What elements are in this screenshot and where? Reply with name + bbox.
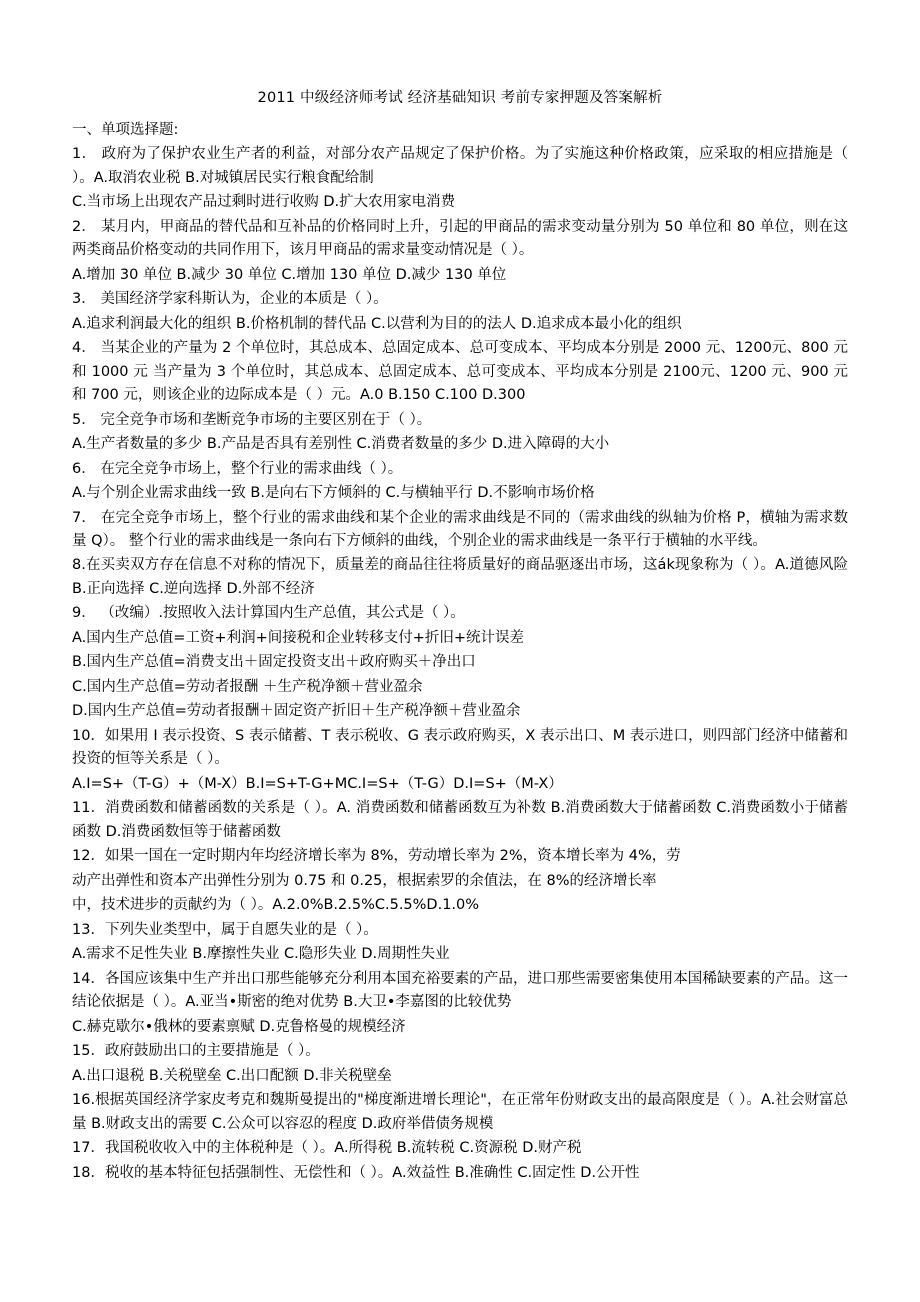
- page-title: 2011 中级经济师考试 经济基础知识 考前专家押题及答案解析: [257, 90, 663, 106]
- question-item: 12．如果一国在一定时期内年均经济增长率为 8%，劳动增长率为 2%，资本增长率为 4%，劳: [72, 848, 681, 865]
- question-item: 15．政府鼓励出口的主要措施是（ ）。: [72, 1043, 320, 1060]
- question-item: 17．我国税收收入中的主体税种是（ ）。A.所得税 B.流转税 C.资源税 D.财产税: [72, 1140, 582, 1157]
- question-item: 4． 当某企业的产量为 2 个单位时，其总成本、总固定成本、总可变成本、平均成本分别是 2000 元、1200元、800 元和 1000 元 当产量为 3 个单位时，其总成本、总固定成本、总可变成本、平均成本分别是 2100元、1200 元、900 元和 700 元，则该企业的边际成本是（ ）元。A.0 B.150 C.100 D.300: [72, 340, 848, 404]
- question-item: 16.根据英国经济学家皮考克和魏斯曼提出的"梯度渐进增长理论"，在正常年份财政支出的最高限度是（ ）。A.社会财富总量 B.财政支出的需要 C.公众可以容忍的程度 D.政府举借债务规模: [72, 1092, 848, 1132]
- question-item: 动产出弹性和资本产出弹性分别为 0.75 和 0.25，根据索罗的余值法，在 8%的经济增长率: [72, 872, 657, 889]
- question-item: C.国内生产总值=劳动者报酬 ＋生产税净额＋营业盈余: [72, 678, 423, 695]
- question-item: 9． （改编）.按照收入法计算国内生产总值，其公式是（ ）。: [72, 605, 465, 622]
- question-item: 10．如果用 I 表示投资、S 表示储蓄、T 表示税收、G 表示政府购买，X 表示出口、M 表示进口，则四部门经济中储蓄和投资的恒等关系是（ ）。: [72, 727, 848, 768]
- question-item: 14．各国应该集中生产并出口那些能够充分利用本国充裕要素的产品，进口那些需要密集使用本国稀缺要素的产品。这一结论依据是（ ）。A.亚当•斯密的绝对优势 B.大卫•李嘉图的比较优势: [72, 970, 848, 1011]
- question-item: 7． 在完全竞争市场上，整个行业的需求曲线和某个企业的需求曲线是不同的（需求曲线的纵轴为价格 P，横轴为需求数量 Q）。 整个行业的需求曲线是一条向右下方倾斜的曲线，个别企业的需求曲线是一条平行于横轴的水平线。: [72, 509, 848, 549]
- question-item: 8.在买卖双方存在信息不对称的情况下，质量差的商品往往将质量好的商品驱逐出市场，这ák现象称为（ ）。A.道德风险 B.正向选择 C.逆向选择 D.外部不经济: [72, 557, 848, 597]
- section-heading: 一、单项选择题:: [72, 121, 179, 138]
- question-item: 6． 在完全竞争市场上，整个行业的需求曲线（ ）。: [72, 460, 403, 477]
- question-item: A.国内生产总值=工资+利润+间接税和企业转移支付+折旧+统计误差: [72, 629, 525, 646]
- question-item: 13．下列失业类型中，属于自愿失业的是（ ）。: [72, 921, 378, 938]
- question-item: B.国内生产总值=消费支出＋固定投资支出＋政府购买＋净出口: [72, 654, 476, 671]
- question-item: A.增加 30 单位 B.减少 30 单位 C.增加 130 单位 D.减少 130 单位: [72, 266, 507, 283]
- question-item: 中，技术进步的贡献约为（ ）。A.2.0%B.2.5%C.5.5%D.1.0%: [72, 897, 480, 914]
- question-item: A.出口退税 B.关税壁垒 C.出口配额 D.非关税壁垒: [72, 1067, 392, 1084]
- question-item: A.追求利润最大化的组织 B.价格机制的替代品 C.以营利为目的的法人 D.追求成本最小化的组织: [72, 315, 682, 332]
- question-item: 1． 政府为了保护农业生产者的利益，对部分农产品规定了保护价格。为了实施这种价格政策，应采取的相应措施是（ ）。A.取消农业税 B.对城镇居民实行粮食配给制: [72, 146, 848, 186]
- question-item: A.生产者数量的多少 B.产品是否具有差别性 C.消费者数量的多少 D.进入障碍的大小: [72, 436, 610, 453]
- question-item: A.与个别企业需求曲线一致 B.是向右下方倾斜的 C.与横轴平行 D.不影响市场价格: [72, 485, 595, 502]
- question-item: 18．税收的基本特征包括强制性、无偿性和（ ）。A.效益性 B.准确性 C.固定性 D.公开性: [72, 1164, 640, 1181]
- question-item: C.赫克歇尔•俄林的要素禀赋 D.克鲁格曼的规模经济: [72, 1018, 406, 1035]
- question-item: 5． 完全竞争市场和垄断竞争市场的主要区别在于（ ）。: [72, 411, 432, 428]
- question-item: 2． 某月内，甲商品的替代品和互补品的价格同时上升，引起的甲商品的需求变动量分别为 50 单位和 80 单位，则在这两类商品价格变动的共同作用下，该月甲商品的需求量变动情况是（ ）。: [72, 218, 848, 259]
- question-item: D.国内生产总值=劳动者报酬＋固定资产折旧＋生产税净额＋营业盈余: [72, 703, 521, 720]
- question-item: A.需求不足性失业 B.摩擦性失业 C.隐形失业 D.周期性失业: [72, 946, 450, 963]
- question-item: 3． 美国经济学家科斯认为，企业的本质是（ ）。: [72, 291, 388, 308]
- question-item: C.当市场上出现农产品过剩时进行收购 D.扩大农用家电消费: [72, 194, 456, 211]
- question-item: A.I=S+（T-G）+（M-X）B.I=S+T-G+MC.I=S+（T-G）D.I=S+（M-X）: [72, 775, 563, 792]
- question-item: 11．消费函数和储蓄函数的关系是（ ）。A. 消费函数和储蓄函数互为补数 B.消费函数大于储蓄函数 C.消费函数小于储蓄函数 D.消费函数恒等于储蓄函数: [72, 800, 848, 840]
